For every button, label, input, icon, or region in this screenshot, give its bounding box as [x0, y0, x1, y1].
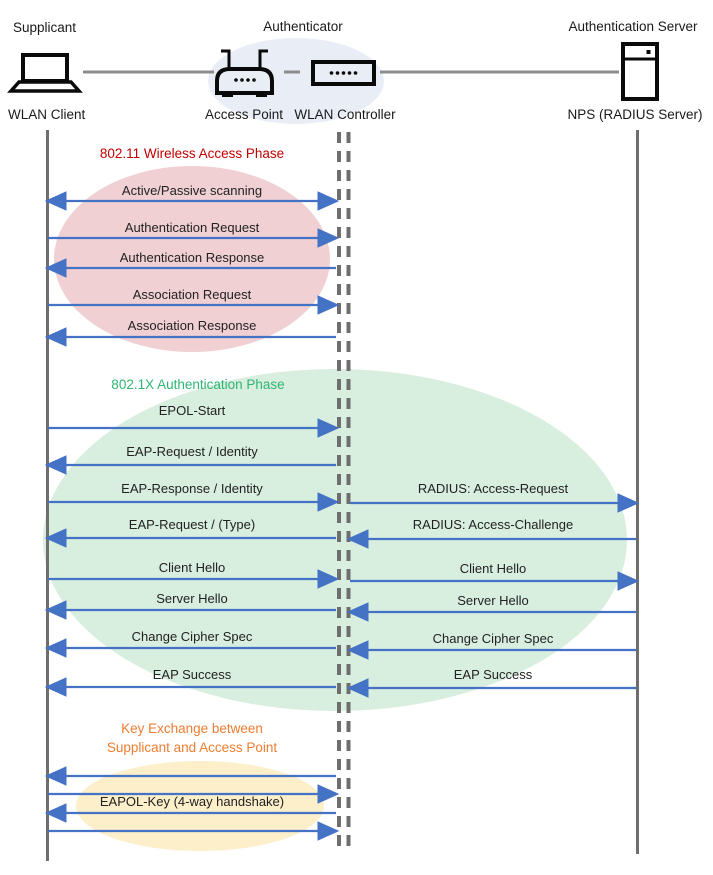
- msg-eapol-key-handshake: EAPOL-Key (4-way handshake): [99, 794, 285, 809]
- phase3-title-line1: Key Exchange between: [121, 721, 263, 736]
- role-authentication-server: Authentication Server: [568, 19, 698, 34]
- msg-authentication-request: Authentication Request: [124, 220, 260, 235]
- msg-radius-access-request: RADIUS: Access-Request: [417, 481, 569, 496]
- msg-server-hello-right: Server Hello: [457, 593, 529, 608]
- msg-epol-start: EPOL-Start: [158, 403, 226, 418]
- msg-server-hello-left: Server Hello: [156, 591, 228, 606]
- msg-eap-success-right: EAP Success: [453, 667, 533, 682]
- phase2-title: 802.1X Authentication Phase: [111, 377, 285, 392]
- msg-association-response: Association Response: [127, 318, 257, 333]
- msg-eap-success-left: EAP Success: [152, 667, 232, 682]
- laptop-icon: [11, 55, 79, 91]
- msg-client-hello-right: Client Hello: [459, 561, 527, 576]
- phase1-title: 802.11 Wireless Access Phase: [99, 146, 285, 161]
- msg-authentication-response: Authentication Response: [119, 250, 265, 265]
- msg-association-request: Association Request: [132, 287, 252, 302]
- msg-eap-request-identity: EAP-Request / Identity: [126, 444, 258, 459]
- msg-change-cipher-spec-left: Change Cipher Spec: [131, 629, 253, 644]
- msg-active-passive-scanning: Active/Passive scanning: [121, 183, 263, 198]
- role-authenticator: Authenticator: [263, 19, 343, 34]
- msg-change-cipher-spec-right: Change Cipher Spec: [432, 631, 554, 646]
- device-nps-radius-server: NPS (RADIUS Server): [567, 107, 703, 122]
- server-icon: [623, 44, 657, 99]
- device-wlan-controller: WLAN Controller: [294, 107, 396, 122]
- msg-radius-access-challenge: RADIUS: Access-Challenge: [412, 517, 574, 532]
- msg-eap-request-type: EAP-Request / (Type): [128, 517, 256, 532]
- device-access-point: Access Point: [204, 107, 284, 122]
- phase3-title-line2: Supplicant and Access Point: [106, 740, 278, 755]
- device-wlan-client: WLAN Client: [8, 107, 86, 122]
- msg-client-hello-left: Client Hello: [158, 560, 226, 575]
- msg-eap-response-identity: EAP-Response / Identity: [121, 481, 263, 496]
- role-supplicant: Supplicant: [13, 20, 77, 35]
